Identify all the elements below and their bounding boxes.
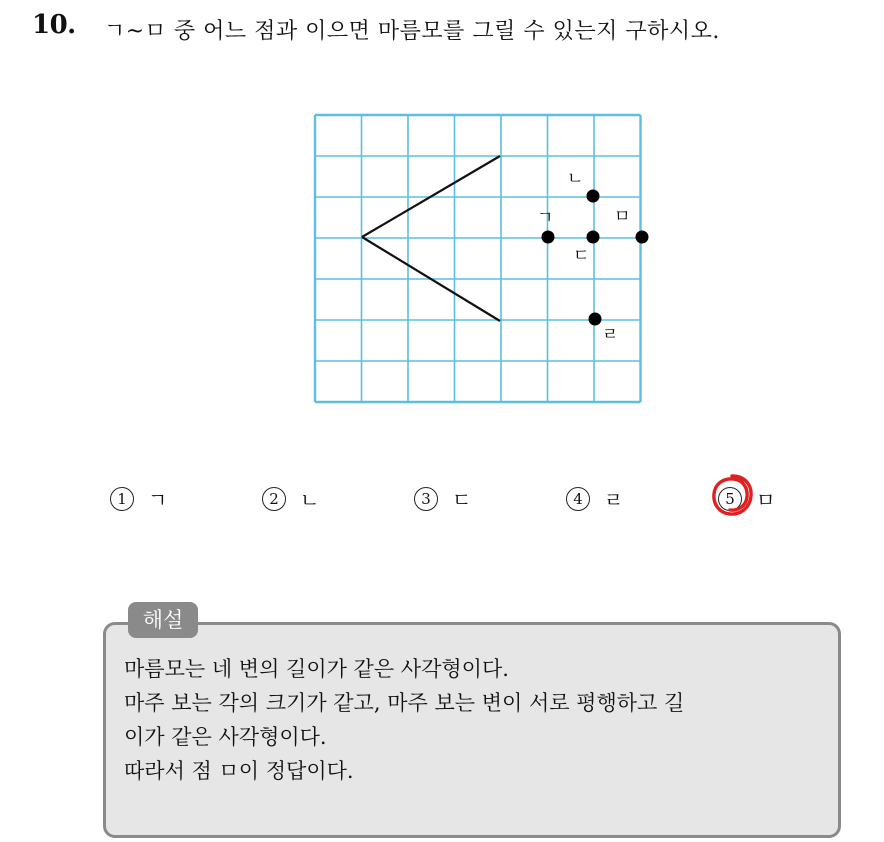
point-giyeok xyxy=(542,231,555,244)
choice-label: ㄹ xyxy=(604,488,624,512)
choice-4[interactable] xyxy=(566,484,623,513)
choice-1[interactable] xyxy=(110,484,167,513)
choice-number: 1 xyxy=(110,487,134,511)
point-label-rieul: ㄹ xyxy=(602,325,619,345)
explanation-text xyxy=(124,652,834,788)
choice-label: ㄴ xyxy=(300,488,320,512)
explanation-line: 이가 같은 사각형이다. xyxy=(124,725,327,749)
point-label-nieun: ㄴ xyxy=(567,169,584,189)
answer-circle-mark xyxy=(708,470,756,520)
point-nieun xyxy=(587,190,600,203)
explanation-line: 마주 보는 각의 크기가 같고, 마주 보는 변이 서로 평행하고 길 xyxy=(124,691,685,715)
point-label-mieum: ㅁ xyxy=(614,207,631,227)
point-rieul xyxy=(589,313,602,326)
explanation-line: 따라서 점 ㅁ이 정답이다. xyxy=(124,759,354,783)
question-text: ㄱ~ㅁ 중 어느 점과 이으면 마름모를 그릴 수 있는지 구하시오. xyxy=(104,19,720,44)
question-number: 10. xyxy=(32,10,76,40)
grid xyxy=(315,115,641,402)
choice-5[interactable] xyxy=(718,484,775,513)
choice-number: 3 xyxy=(414,487,438,511)
choice-3[interactable] xyxy=(414,484,471,513)
choice-number: 5 xyxy=(718,487,742,511)
explanation-tag: 해설 xyxy=(128,602,198,638)
choice-number: 2 xyxy=(262,487,286,511)
point-label-giyeok: ㄱ xyxy=(537,208,554,228)
point-label-digeut: ㄷ xyxy=(573,246,590,266)
choice-label: ㄱ xyxy=(148,488,168,512)
explanation-line: 마름모는 네 변의 길이가 같은 사각형이다. xyxy=(124,657,509,681)
point-digeut xyxy=(587,231,600,244)
point-mieum xyxy=(636,231,649,244)
choice-number: 4 xyxy=(566,487,590,511)
choice-2[interactable] xyxy=(262,484,319,513)
choice-label: ㅁ xyxy=(756,488,776,512)
answer-choices xyxy=(0,484,884,524)
choice-label: ㄷ xyxy=(452,488,472,512)
grid-figure xyxy=(300,105,650,405)
